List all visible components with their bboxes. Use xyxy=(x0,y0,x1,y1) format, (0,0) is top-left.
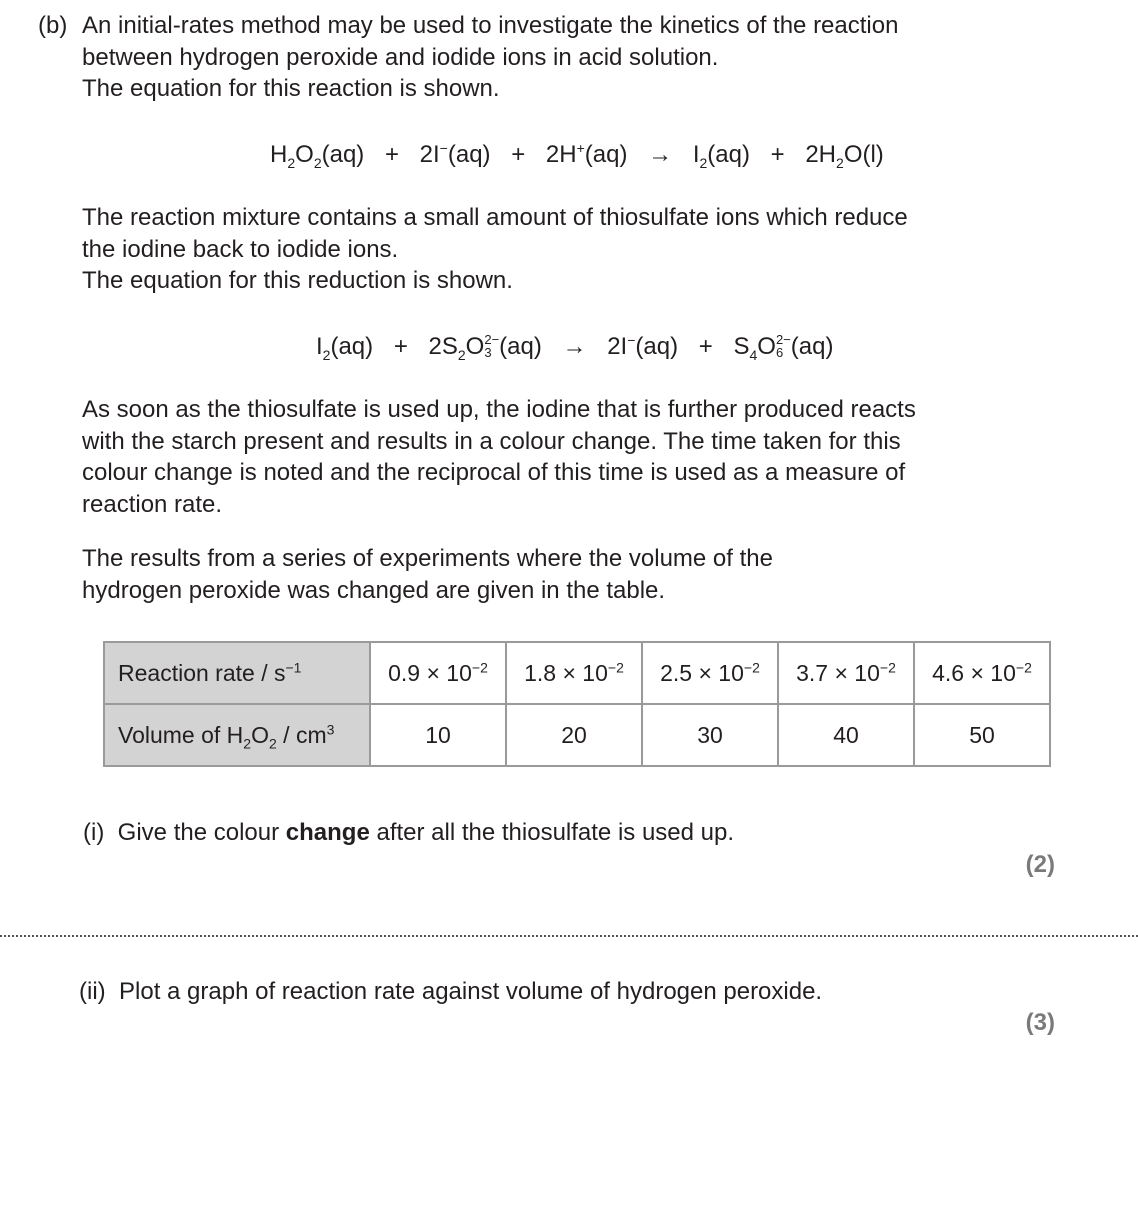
para3-line-3: colour change is noted and the reciprocal of this time is used as a measure of xyxy=(82,459,906,486)
question-i: (i) Give the colour change after all the thiosulfate is used up. xyxy=(83,819,735,846)
rate-cell: $1.8 \times 10^{-2}$ xyxy=(506,642,642,704)
starch-paragraph xyxy=(82,394,916,520)
question-i-label: (i) xyxy=(83,819,105,846)
intro-line-2: between hydrogen peroxide and iodide ions in acid solution. xyxy=(82,43,719,71)
para3-line-4: reaction rate. xyxy=(82,490,223,518)
intro-line-3: The equation for this reaction is shown. xyxy=(82,75,500,102)
para4-line-1: The results from a series of experiments where the volume of the xyxy=(82,545,773,572)
rate-cell: $3.7 \times 10^{-2}$ xyxy=(778,642,914,704)
answer-line[interactable] xyxy=(0,935,1138,937)
part-label: (b) xyxy=(38,12,68,39)
equation-reaction: $H_2O_2(aq) + 2I^-(aq) + 2H^+(aq) \to I_2(aq) + 2H_2O(l)$ xyxy=(270,140,884,171)
volume-cell: 10 xyxy=(370,704,506,766)
reaction-arrow: → xyxy=(648,141,673,168)
intro-paragraph xyxy=(82,10,898,105)
results-paragraph xyxy=(82,543,773,606)
rate-cell: $4.6 \times 10^{-2}$ xyxy=(914,642,1050,704)
para4-line-2: hydrogen peroxide was changed are given in the table. xyxy=(82,576,666,604)
thiosulfate-paragraph xyxy=(82,202,908,297)
rate-cell: $2.5 \times 10^{-2}$ xyxy=(642,642,778,704)
table-row-volume xyxy=(104,704,1050,766)
volume-header-cell: Volume of $H_2O_2 / cm^3$ xyxy=(104,704,370,766)
para3-line-2: with the starch present and results in a colour change. The time taken for this xyxy=(82,427,901,455)
table-row-rate xyxy=(104,642,1050,704)
rate-header-cell: Reaction rate / $s^{-1}$ xyxy=(104,642,370,704)
question-ii-marks: (3) xyxy=(1025,1009,1055,1036)
para3-line-1: As soon as the thiosulfate is used up, the iodine that is further produced reacts xyxy=(82,396,916,423)
question-i-marks: (2) xyxy=(1025,851,1055,878)
para2-line-3: The equation for this reduction is shown. xyxy=(82,267,513,294)
volume-cell: 40 xyxy=(778,704,914,766)
question-i-emphasis: change xyxy=(285,819,370,846)
question-ii: (ii) Plot a graph of reaction rate against volume of hydrogen peroxide. xyxy=(79,978,823,1005)
volume-cell: 20 xyxy=(506,704,642,766)
question-ii-label: (ii) xyxy=(79,978,106,1005)
equation-reduction: $I_2(aq) + 2S_2O$ 2− 3 $(aq) \to 2I^-(aq) + S_4O$ 2− 6 (aq) xyxy=(316,331,834,363)
volume-cell: 30 xyxy=(642,704,778,766)
para2-line-2: the iodine back to iodide ions. xyxy=(82,235,399,263)
rate-cell: $0.9 \times 10^{-2}$ xyxy=(370,642,506,704)
volume-cell: 50 xyxy=(914,704,1050,766)
results-table xyxy=(103,641,1051,767)
reduction-arrow: → xyxy=(562,333,587,360)
para2-line-1: The reaction mixture contains a small amount of thiosulfate ions which reduce xyxy=(82,204,908,231)
intro-line-1: An initial-rates method may be used to investigate the kinetics of the reaction xyxy=(82,12,899,39)
